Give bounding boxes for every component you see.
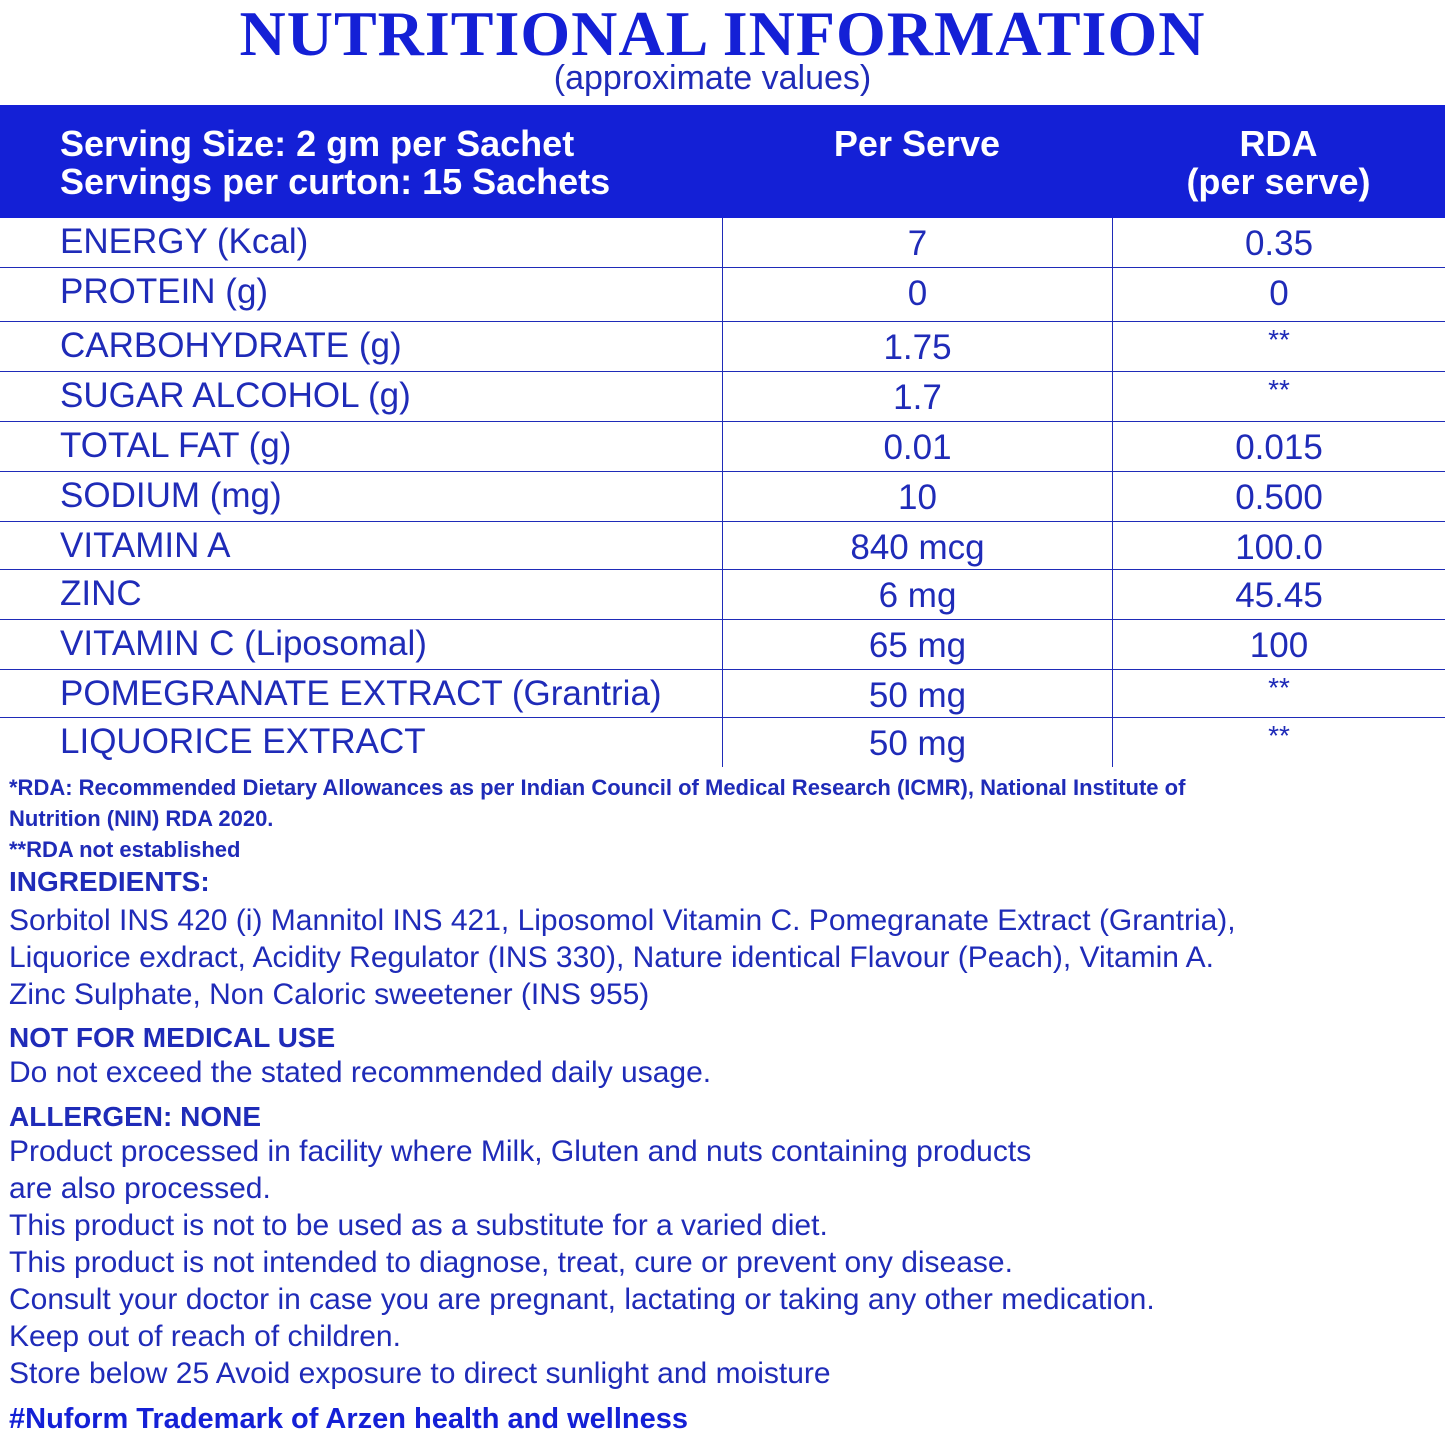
allergen-heading: ALLERGEN: NONE (9, 1101, 261, 1132)
table-row (0, 218, 1445, 268)
trademark-text: #Nuform Trademark of Arzen health and wellness (9, 1403, 688, 1435)
ingredients-text (9, 902, 1439, 1013)
nutrient-rda: ** (1112, 670, 1445, 717)
nutrient-name: POMEGRANATE EXTRACT (Grantria) (60, 674, 662, 713)
servings-per-carton: Servings per curton: 15 Sachets (60, 161, 611, 202)
rda-note-line1: *RDA: Recommended Dietary Allowances as per Indian Council of Medical Research (ICMR), National Institute of (9, 775, 1186, 800)
nutrient-value: 6 mg (722, 570, 1112, 619)
serving-size: Serving Size: 2 gm per Sachet (60, 123, 575, 164)
table-row (0, 570, 1445, 620)
serving-info (60, 125, 610, 201)
nutrient-value: 840 mcg (722, 522, 1112, 569)
nutrient-rda: 45.45 (1112, 570, 1445, 619)
nutrient-name: ENERGY (Kcal) (60, 222, 309, 261)
nutrient-name: CARBOHYDRATE (g) (60, 326, 402, 365)
table-row (0, 268, 1445, 322)
nutrient-name: PROTEIN (g) (60, 272, 269, 311)
rda-note-line2: Nutrition (NIN) RDA 2020. (9, 806, 274, 831)
nutrient-value: 7 (722, 218, 1112, 267)
nutrient-name: TOTAL FAT (g) (60, 426, 292, 465)
allergen-line: This product is not to be used as a substitute for a varied diet. (9, 1209, 828, 1242)
allergen-line: Keep out of reach of children. (9, 1320, 401, 1353)
nutrient-rda: ** (1112, 718, 1445, 767)
nutrient-rda: 100 (1112, 620, 1445, 669)
per-serve-header: Per Serve (833, 123, 1001, 164)
nutrient-value: 0 (722, 268, 1112, 321)
ingredients-heading: INGREDIENTS: (9, 866, 210, 897)
table-row (0, 718, 1445, 767)
nutrient-name: VITAMIN C (Liposomal) (60, 624, 427, 663)
allergen-line: Store below 25 Avoid exposure to direct sunlight and moisture (9, 1357, 831, 1390)
rda-header-line2: (per serve) (1186, 161, 1371, 202)
table-row (0, 472, 1445, 522)
allergen-line: Product processed in facility where Milk, Gluten and nuts containing products (9, 1135, 1032, 1168)
table-row (0, 620, 1445, 670)
rda-not-established: **RDA not established (9, 837, 241, 862)
rda-header (1112, 125, 1445, 201)
nutrient-rda: 0.35 (1112, 218, 1445, 267)
nutrient-name: LIQUORICE EXTRACT (60, 722, 426, 761)
nutrient-rda: 100.0 (1112, 522, 1445, 569)
table-row (0, 422, 1445, 472)
nutrition-table (0, 218, 1445, 767)
rda-notes (9, 772, 1439, 865)
nutrient-rda: ** (1112, 322, 1445, 371)
nutrient-rda: 0 (1112, 268, 1445, 321)
nutrient-value: 50 mg (722, 670, 1112, 717)
nutrient-name: SUGAR ALCOHOL (g) (60, 376, 411, 415)
nutrient-rda: 0.015 (1112, 422, 1445, 471)
nutrient-value: 50 mg (722, 718, 1112, 767)
allergen-line: Consult your doctor in case you are pregnant, lactating or taking any other medication. (9, 1283, 1155, 1316)
nutrient-rda: ** (1112, 372, 1445, 421)
medical-heading: NOT FOR MEDICAL USE (9, 1022, 336, 1053)
nutrient-value: 65 mg (722, 620, 1112, 669)
rda-header-line1: RDA (1239, 123, 1318, 164)
nutrient-name: VITAMIN A (60, 526, 231, 565)
medical-text: Do not exceed the stated recommended daily usage. (9, 1056, 712, 1089)
table-row (0, 372, 1445, 422)
allergen-line: are also processed. (9, 1172, 271, 1205)
nutrient-name: SODIUM (mg) (60, 476, 282, 515)
table-header (0, 105, 1445, 218)
nutrient-value: 0.01 (722, 422, 1112, 471)
page-subtitle: (approximate values) (553, 59, 872, 97)
page-title: NUTRITIONAL INFORMATION (239, 0, 1206, 69)
nutrient-name: ZINC (60, 574, 142, 613)
table-row (0, 322, 1445, 372)
nutrient-value: 1.7 (722, 372, 1112, 421)
ingredients-line: Liquorice exdract, Acidity Regulator (INS 330), Nature identical Flavour (Peach), Vitamin A. (9, 941, 1215, 974)
allergen-line: This product is not intended to diagnose, treat, cure or prevent ony disease. (9, 1246, 1013, 1279)
nutrient-value: 10 (722, 472, 1112, 521)
ingredients-line: Sorbitol INS 420 (i) Mannitol INS 421, Liposomol Vitamin C. Pomegranate Extract (Grantria), (9, 904, 1236, 937)
nutrient-value: 1.75 (722, 322, 1112, 371)
table-row (0, 670, 1445, 718)
allergen-text (9, 1133, 1439, 1392)
nutrient-rda: 0.500 (1112, 472, 1445, 521)
ingredients-line: Zinc Sulphate, Non Caloric sweetener (INS 955) (9, 978, 650, 1011)
table-row (0, 522, 1445, 570)
